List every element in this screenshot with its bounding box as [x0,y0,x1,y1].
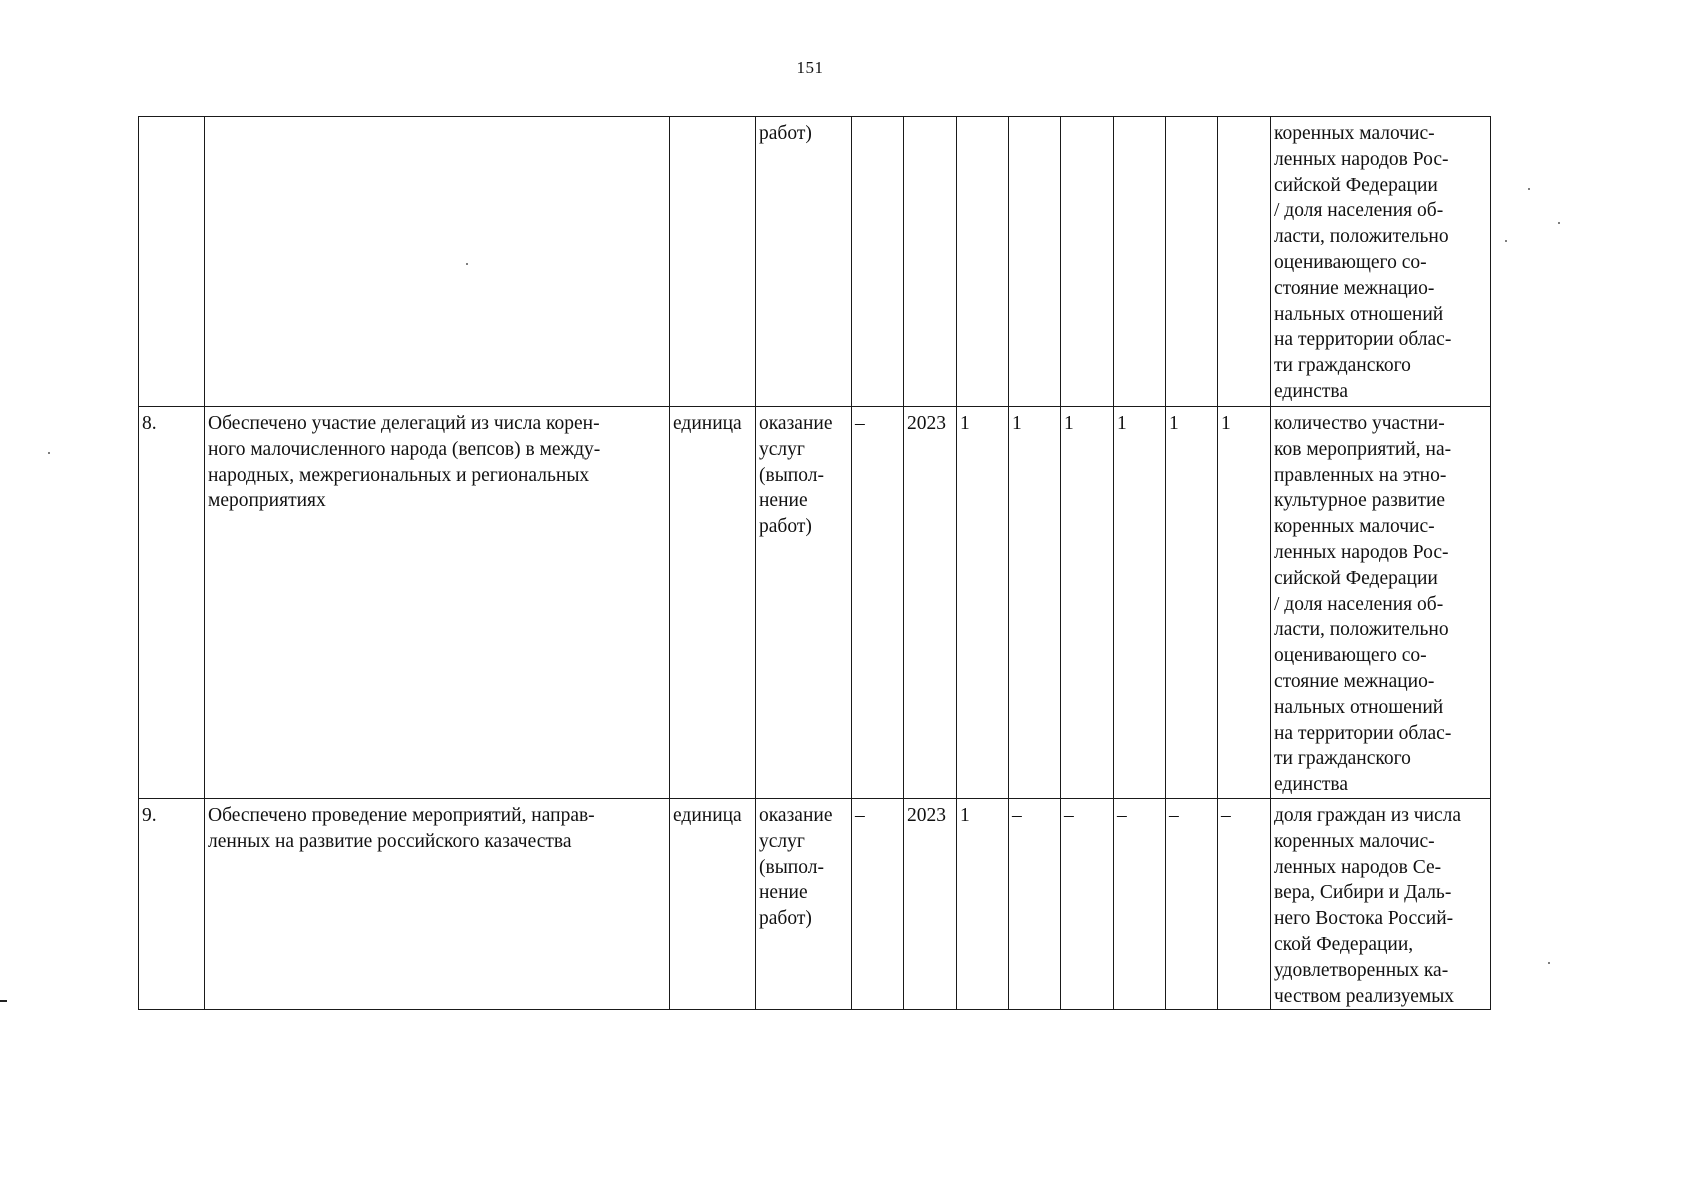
row-number-cell: 8. [139,407,205,799]
year-cell: 2023 [904,799,957,1010]
base-value-cell [852,117,904,407]
scan-artifact [1548,962,1550,964]
scan-artifact [466,263,468,265]
scan-artifact [0,1000,7,1002]
measure-name-cell: Обеспечено проведение мероприятий, направ- ленных на развитие российского казачества [205,799,670,1010]
measures-table [138,116,1491,1010]
value-cell: 1 [957,799,1009,1010]
scan-artifact [1528,188,1530,190]
value-cell: 1 [1009,407,1061,799]
indicator-cell: коренных малочис- ленных народов Рос- сийской Федерации / доля населения об- ласти, положительно оценивающего со- стояние межнацио- нальных отношений на территории облас- ти гражданского единства [1271,117,1491,407]
scan-artifact [1505,240,1507,242]
value-cell: – [1009,799,1061,1010]
indicator-cell: количество участни- ков мероприятий, на- правленных на этно- культурное развитие коренных малочис- ленных народов Рос- сийской Федерации / доля населения об- ласти, положительно оценивающего со- стояние межнацио- нальных отношений на территории облас- ти гражданского единства [1271,407,1491,799]
year-cell: 2023 [904,407,957,799]
value-cell: 1 [1166,407,1218,799]
value-cell: – [1061,799,1114,1010]
year-cell [904,117,957,407]
value-cell [1114,117,1166,407]
unit-cell [670,117,756,407]
row-number-cell [139,117,205,407]
table-row [139,117,1491,407]
base-value-cell: – [852,799,904,1010]
measure-name-cell [205,117,670,407]
value-cell: 1 [1061,407,1114,799]
table-row [139,407,1491,799]
value-cell [957,117,1009,407]
value-cell [1166,117,1218,407]
measure-type-cell: оказание услуг (выпол- нение работ) [756,407,852,799]
table-row [139,799,1491,1010]
measure-type-cell: работ) [756,117,852,407]
value-cell [1218,117,1271,407]
row-number-cell: 9. [139,799,205,1010]
base-value-cell: – [852,407,904,799]
value-cell [1061,117,1114,407]
unit-cell: единица [670,407,756,799]
value-cell: – [1166,799,1218,1010]
measure-type-cell: оказание услуг (выпол- нение работ) [756,799,852,1010]
value-cell [1009,117,1061,407]
scan-artifact [1558,222,1560,224]
value-cell: 1 [957,407,1009,799]
measure-name-cell: Обеспечено участие делегаций из числа корен- ного малочисленного народа (вепсов) в между- народных, межрегиональных и региональных мероприятиях [205,407,670,799]
scan-artifact [48,452,50,454]
value-cell: 1 [1114,407,1166,799]
value-cell: – [1218,799,1271,1010]
value-cell: – [1114,799,1166,1010]
indicator-cell: доля граждан из числа коренных малочис- ленных народов Се- вера, Сибири и Даль- него Востока Россий- ской Федерации, удовлетворенных ка- чеством реализуемых [1271,799,1491,1010]
value-cell: 1 [1218,407,1271,799]
unit-cell: единица [670,799,756,1010]
page-number: 151 [796,58,824,77]
